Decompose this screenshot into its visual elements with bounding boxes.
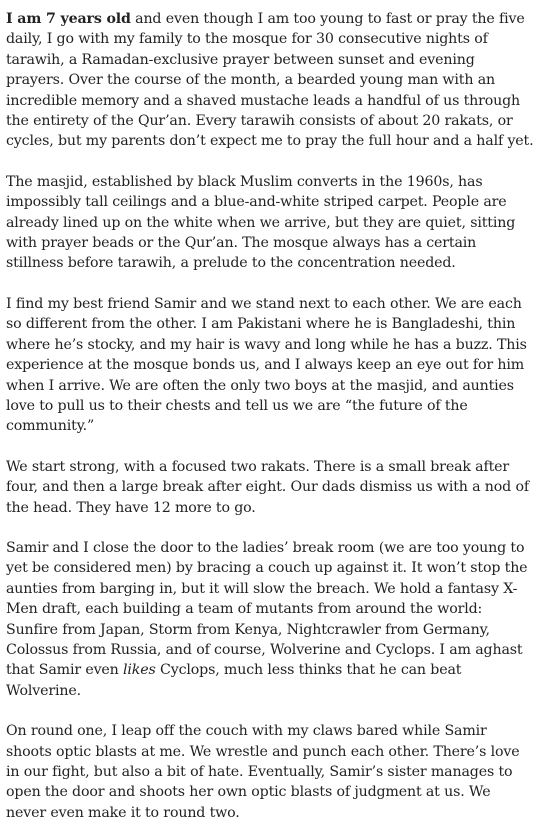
paragraph-4: We start strong, with a focused two rakats. There is a small break after four, and then a large break after eight. Our dads dismiss us with a nod of the head. They have 12 more to go. <box>6 458 529 516</box>
paragraph-3: I find my best friend Samir and we stand next to each other. We are each so different from the other. I am Pakistani where he is Bangladeshi, thin where he’s stocky, and my hair is wavy and long while he has a buzz. This experience at the mosque bonds us, and I always keep an eye out for him when I arrive. We are often the only two boys at the masjid, and aunties love to pull us to their chests and tell us we are “the future of the community.” <box>6 295 527 435</box>
paragraph-5-text-before: Samir and I close the door to the ladies’ break room (we are too young to yet be considered men) by bracing a couch up against it. It won’t stop the aunties from barging in, but it will slow the breach. We hold a fantasy X-Men draft, each building a team of mutants from around the world: Sunfire from Japan, Storm from Kenya, Nightcrawler from Germany, Colossus from Russia, and of course, Wolverine and Cyclops. I am aghast that Samir even <box>6 539 528 679</box>
lead-in: I am 7 years old <box>6 11 131 27</box>
emphasized-word: likes <box>123 662 156 679</box>
paragraph-5 <box>6 538 534 701</box>
paragraph-1-text: and even though I am too young to fast or pray the five daily, I go with my family to the mosque for 30 consecutive nights of tarawih, a Ramadan-exclusive prayer between sunset and evening prayers. Over the course of the month, a bearded young man with an incredible memory and a shaved mustache leads a handful of us through the entirety of the Qur’an. Every tarawih consists of about 20 rakats, or cycles, but my parents don’t expect me to pray the full hour and a half yet. <box>6 11 534 150</box>
paragraph-2: The masjid, established by black Muslim converts in the 1960s, has impossibly tall ceilings and a blue-and-white striped carpet. People are already lined up on the white when we arrive, but they are quiet, sitting with prayer beads or the Qur’an. The mosque always has a certain stillness before tarawih, a prelude to the concentration needed. <box>6 173 516 272</box>
paragraph-6: On round one, I leap off the couch with my claws bared while Samir shoots optic blasts at me. We wrestle and punch each other. There’s love in our fight, but also a bit of hate. Eventually, Samir’s sister manages to open the door and shoots her own optic blasts of judgment at us. We never even make it to round two. <box>6 723 520 821</box>
paragraph-1 <box>6 9 534 152</box>
paragraph-5-text-after: Cyclops, much less thinks that he can beat Wolverine. <box>6 662 462 699</box>
